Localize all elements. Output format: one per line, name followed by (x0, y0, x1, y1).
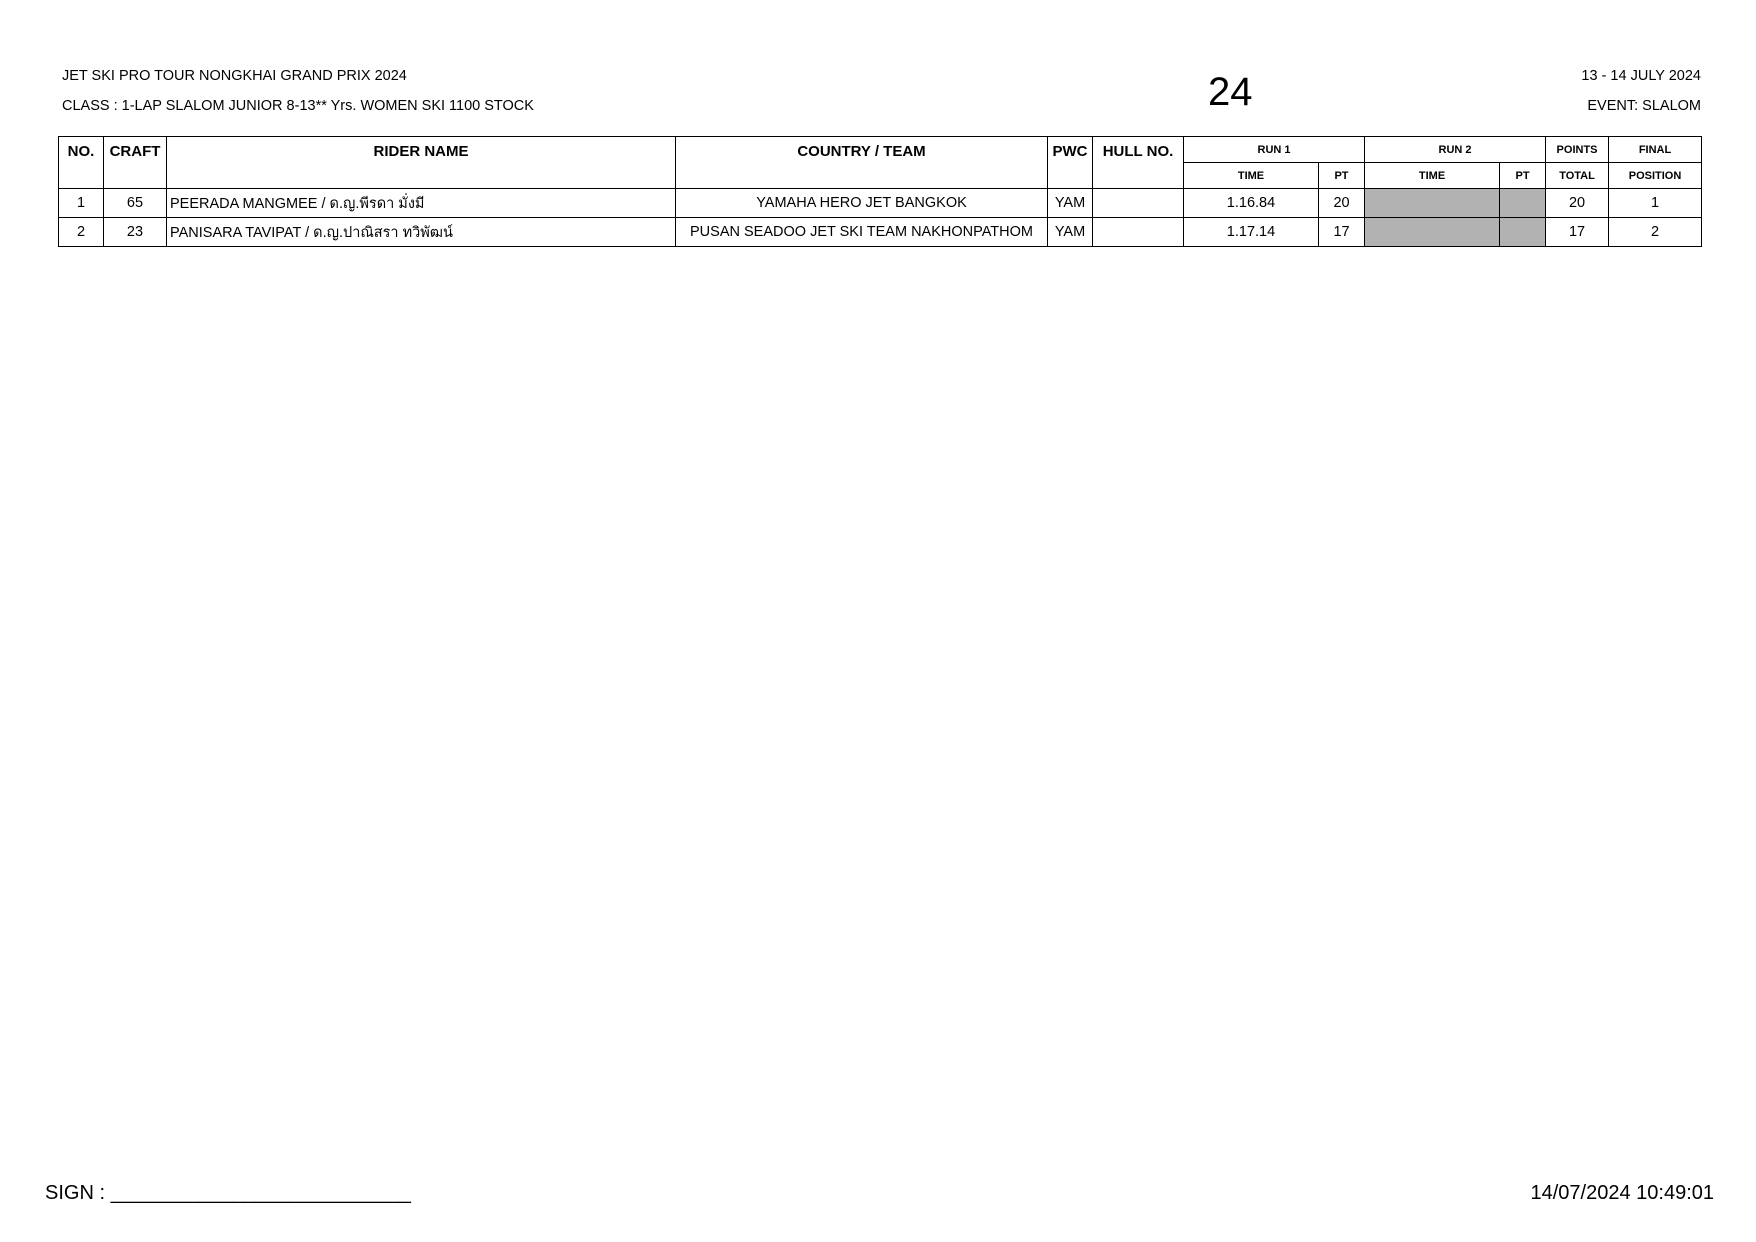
heat-number: 24 (1208, 70, 1253, 114)
header-pwc: PWC (1048, 137, 1093, 189)
cell-run2-pt (1500, 189, 1546, 218)
cell-no: 1 (59, 189, 104, 218)
event-type: EVENT: SLALOM (1587, 98, 1701, 114)
header-no: NO. (59, 137, 104, 189)
header-run1: RUN 1 (1184, 137, 1365, 163)
table-row (59, 218, 1702, 247)
print-timestamp: 14/07/2024 10:49:01 (1530, 1182, 1714, 1204)
cell-hull-no (1093, 218, 1184, 247)
header-run1-time: TIME (1184, 163, 1319, 189)
header-total: TOTAL (1546, 163, 1609, 189)
header-run2-time: TIME (1365, 163, 1500, 189)
event-date: 13 - 14 JULY 2024 (1581, 68, 1701, 84)
table-row (59, 189, 1702, 218)
cell-craft: 23 (104, 218, 167, 247)
cell-position: 2 (1609, 218, 1702, 247)
header-points: POINTS (1546, 137, 1609, 163)
cell-run2-time (1365, 189, 1500, 218)
cell-country-team: PUSAN SEADOO JET SKI TEAM NAKHONPATHOM (676, 218, 1048, 247)
cell-rider-name: PEERADA MANGMEE / ด.ญ.พีรดา มั่งมี (167, 189, 676, 218)
header-row-1 (59, 137, 1702, 163)
cell-pwc: YAM (1048, 189, 1093, 218)
cell-run1-time: 1.17.14 (1184, 218, 1319, 247)
header-hull-no: HULL NO. (1093, 137, 1184, 189)
cell-run1-time: 1.16.84 (1184, 189, 1319, 218)
cell-craft: 65 (104, 189, 167, 218)
header-country-team: COUNTRY / TEAM (676, 137, 1048, 189)
cell-total: 17 (1546, 218, 1609, 247)
cell-run2-pt (1500, 218, 1546, 247)
header-rider-name: RIDER NAME (167, 137, 676, 189)
cell-no: 2 (59, 218, 104, 247)
header-final: FINAL (1609, 137, 1702, 163)
header-craft: CRAFT (104, 137, 167, 189)
event-title: JET SKI PRO TOUR NONGKHAI GRAND PRIX 2024 (62, 68, 407, 84)
cell-run1-pt: 17 (1319, 218, 1365, 247)
cell-country-team: YAMAHA HERO JET BANGKOK (676, 189, 1048, 218)
results-table (58, 136, 1702, 247)
header-run2-pt: PT (1500, 163, 1546, 189)
cell-run2-time (1365, 218, 1500, 247)
signature-line: SIGN : ___________________________ (45, 1182, 411, 1204)
cell-position: 1 (1609, 189, 1702, 218)
header-run2: RUN 2 (1365, 137, 1546, 163)
cell-run1-pt: 20 (1319, 189, 1365, 218)
class-line: CLASS : 1-LAP SLALOM JUNIOR 8-13** Yrs. WOMEN SKI 1100 STOCK (62, 98, 534, 114)
header-run1-pt: PT (1319, 163, 1365, 189)
header-position: POSITION (1609, 163, 1702, 189)
cell-rider-name: PANISARA TAVIPAT / ด.ญ.ปาณิสรา ทวิพัฒน์ (167, 218, 676, 247)
cell-total: 20 (1546, 189, 1609, 218)
cell-hull-no (1093, 189, 1184, 218)
cell-pwc: YAM (1048, 218, 1093, 247)
